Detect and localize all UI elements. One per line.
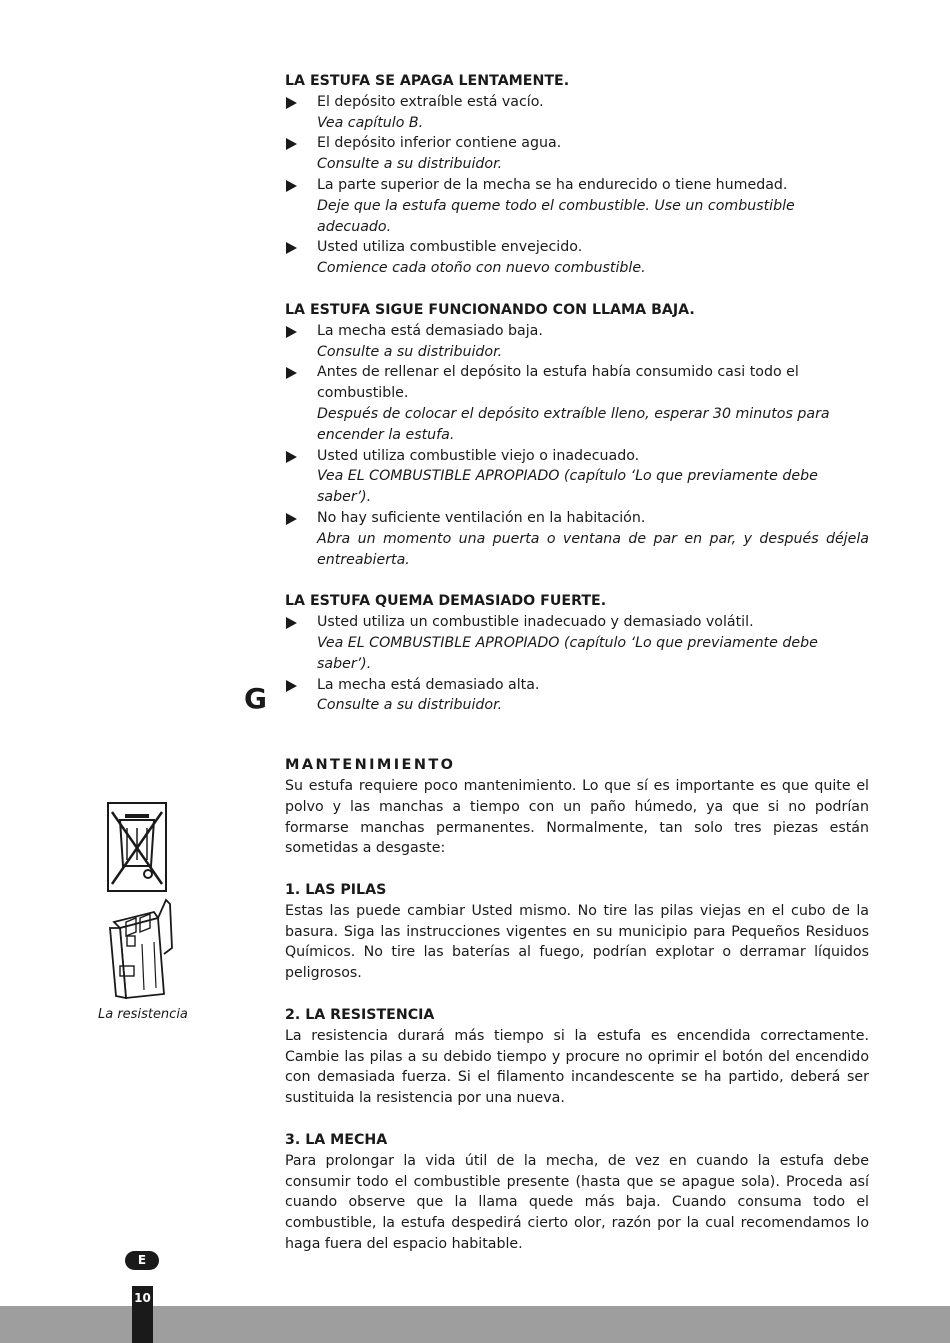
- trouble-section-2: [285, 300, 869, 570]
- bullet-arrow-icon: [286, 451, 297, 463]
- remedy-text: Vea capítulo B.: [317, 114, 424, 131]
- part-heading-mecha: 3. LA MECHA: [285, 1132, 388, 1149]
- maintenance-intro: Su estufa requiere poco mantenimiento. Lo que sí es importante es que quite el polvo y las manchas a tiempo con un paño húmedo, ya que si no podrían formarse manchas permanentes. Normalmente, tan solo tres piezas están sometidas a desgaste:: [285, 777, 869, 857]
- bullet-arrow-icon: [286, 326, 297, 338]
- section-heading: LA ESTUFA QUEMA DEMASIADO FUERTE.: [285, 593, 607, 610]
- bullet-arrow-icon: [286, 680, 297, 692]
- remedy-text: Después de colocar el depósito extraíble lleno, esperar 30 minutos para encender la estufa.: [317, 405, 830, 443]
- part-heading-resistencia: 2. LA RESISTENCIA: [285, 1007, 435, 1024]
- section-heading: LA ESTUFA SE APAGA LENTAMENTE.: [285, 73, 570, 89]
- cause-text: La parte superior de la mecha se ha endurecido o tiene humedad.: [317, 176, 788, 193]
- side-figures: [96, 802, 186, 1012]
- cause-text: No hay suficiente ventilación en la habitación.: [317, 509, 646, 526]
- list-item: [285, 133, 869, 175]
- remedy-text: Consulte a su distribuidor.: [317, 343, 503, 360]
- part-text-pilas: Estas las puede cambiar Usted mismo. No tire las pilas viejas en el cubo de la basura. Siga las instrucciones vigentes en su municipio para Pequeños Residuos Químicos. No tire las baterías al fuego, podrían explotar o derramar líquidos peligrosos.: [285, 902, 869, 982]
- igniter-resistance-icon: [96, 898, 186, 1008]
- remedy-text: Consulte a su distribuidor.: [317, 156, 503, 173]
- cause-text: Usted utiliza combustible viejo o inadecuado.: [317, 447, 640, 464]
- bullet-arrow-icon: [286, 138, 297, 150]
- list-item: [285, 446, 869, 508]
- bullet-arrow-icon: [286, 367, 297, 379]
- maintenance-title: MANTENIMIENTO: [285, 757, 456, 774]
- remedy-text: Comience cada otoño con nuevo combustible.: [317, 260, 646, 277]
- list-item: [285, 508, 869, 570]
- bullet-arrow-icon: [286, 242, 297, 254]
- remedy-text: Consulte a su distribuidor.: [317, 697, 503, 714]
- list-item: [285, 362, 869, 445]
- list-item: [285, 675, 869, 717]
- chapter-letter: G: [244, 682, 267, 715]
- page-number: 10: [132, 1286, 153, 1343]
- part-heading-pilas: 1. LAS PILAS: [285, 882, 387, 899]
- list-item: [285, 237, 869, 279]
- part-text-mecha: Para prolongar la vida útil de la mecha, de vez en cuando la estufa debe consumir todo el combustible presente (hasta que se apague sola). Proceda así cuando observe que la llama quede más baja. Cuando consuma todo el combustible, la estufa despedirá cierto olor, razón por la cual recomendamos lo haga fuera del espacio habitable.: [285, 1152, 869, 1253]
- cause-text: Usted utiliza combustible envejecido.: [317, 239, 583, 256]
- bullet-arrow-icon: [286, 513, 297, 525]
- list-item: [285, 175, 869, 237]
- remedy-text: Vea EL COMBUSTIBLE APROPIADO (capítulo ‘Lo que previamente debe saber’).: [317, 468, 818, 506]
- bullet-arrow-icon: [286, 617, 297, 629]
- cause-text: Usted utiliza un combustible inadecuado y demasiado volátil.: [317, 614, 754, 631]
- language-badge: E: [125, 1251, 159, 1270]
- figure-caption: La resistencia: [98, 1007, 188, 1022]
- part-text-resistencia: La resistencia durará más tiempo si la estufa es encendida correctamente. Cambie las pilas a su debido tiempo y procure no oprimir el botón del encendido con demasiada fuerza. Si el filamento incandescente se ha partido, deberá ser sustituida la resistencia por una nueva.: [285, 1027, 869, 1107]
- cause-text: El depósito inferior contiene agua.: [317, 135, 562, 152]
- list-item: [285, 92, 869, 134]
- crossed-out-wheelie-bin-icon: [96, 802, 186, 894]
- list-item: [285, 612, 869, 674]
- trouble-section-1: [285, 71, 869, 279]
- remedy-text: Vea EL COMBUSTIBLE APROPIADO (capítulo ‘Lo que previamente debe saber’).: [317, 634, 818, 672]
- bullet-arrow-icon: [286, 97, 297, 109]
- cause-text: El depósito extraíble está vacío.: [317, 93, 544, 110]
- cause-text: La mecha está demasiado baja.: [317, 322, 543, 339]
- remedy-text: Deje que la estufa queme todo el combustible. Use un combustible adecuado.: [317, 197, 795, 235]
- bullet-arrow-icon: [286, 180, 297, 192]
- main-content: [285, 71, 869, 1255]
- section-heading: LA ESTUFA SIGUE FUNCIONANDO CON LLAMA BAJA.: [285, 301, 695, 318]
- remedy-text: Abra un momento una puerta o ventana de par en par, y después déjela entreabierta.: [317, 530, 869, 568]
- cause-text: La mecha está demasiado alta.: [317, 676, 540, 693]
- list-item: [285, 321, 869, 363]
- trouble-section-3: [285, 591, 869, 716]
- cause-text: Antes de rellenar el depósito la estufa había consumido casi todo el combustible.: [317, 364, 799, 402]
